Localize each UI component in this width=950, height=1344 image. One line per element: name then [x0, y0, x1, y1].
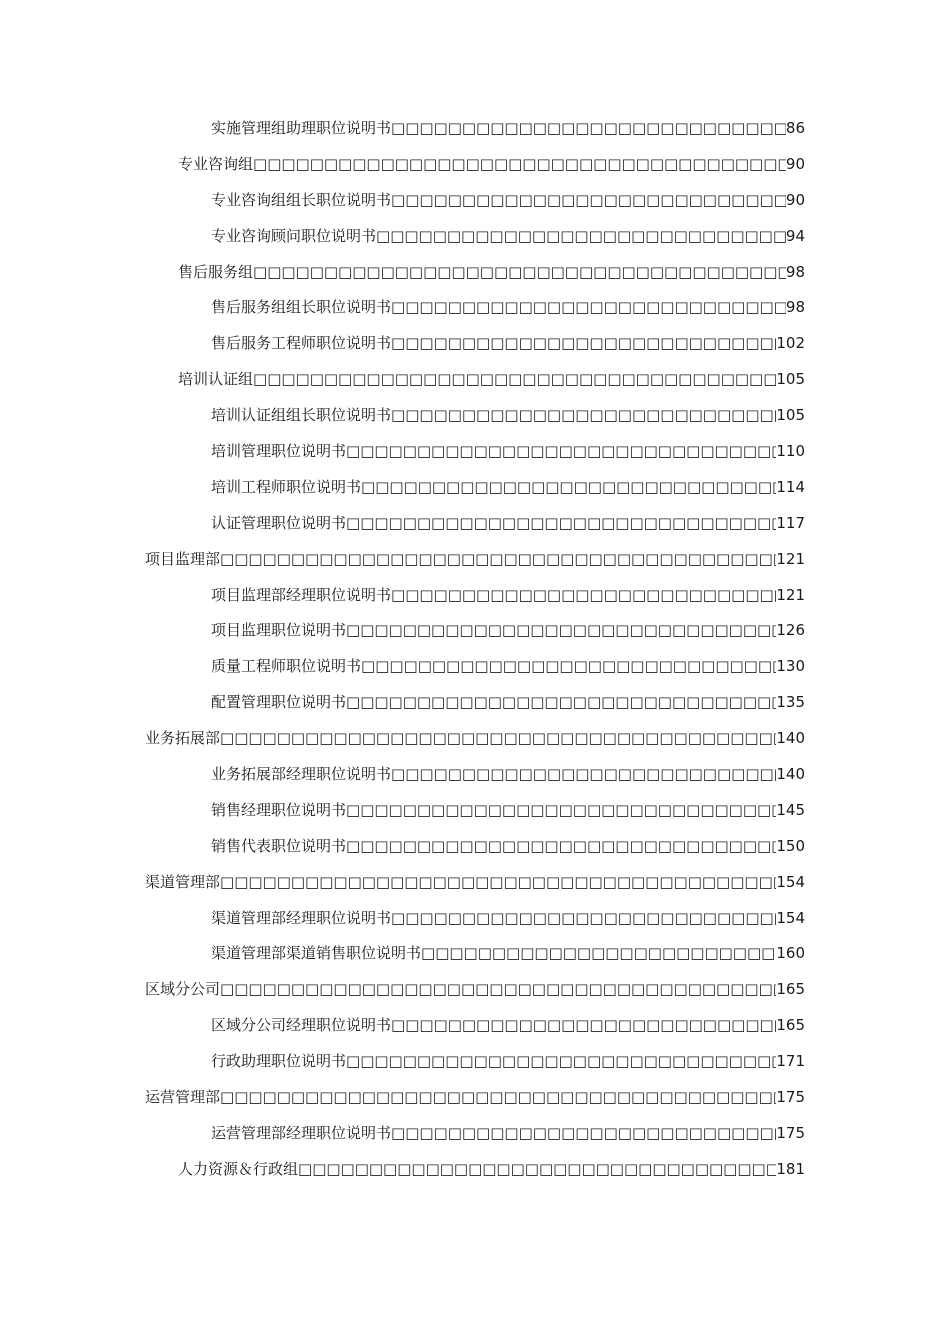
- toc-page-number: 105: [776, 406, 805, 425]
- dot-leader: [391, 188, 786, 212]
- toc-entry-title: 售后服务组: [178, 262, 254, 281]
- toc-page-number: 181: [776, 1159, 805, 1178]
- toc-entry[interactable]: [0, 224, 950, 260]
- toc-page-number: 121: [776, 585, 805, 604]
- toc-entry[interactable]: [0, 654, 950, 690]
- toc-page-number: 140: [776, 765, 805, 784]
- dot-leader: [391, 906, 776, 930]
- toc-entry[interactable]: [0, 618, 950, 654]
- toc-page-number: 154: [776, 908, 805, 927]
- dot-leader: [346, 511, 776, 535]
- dot-leader: [220, 726, 776, 750]
- toc-page-number: 175: [776, 1123, 805, 1142]
- toc-entry-title: 项目监理部: [145, 549, 221, 568]
- toc-entry-title: 项目监理职位说明书: [211, 621, 347, 640]
- toc-page-number: 165: [776, 1016, 805, 1035]
- table-of-contents: [0, 116, 950, 1193]
- dot-leader: [391, 583, 776, 607]
- toc-entry-title: 培训认证组组长职位说明书: [211, 406, 392, 425]
- toc-entry-title: 专业咨询组组长职位说明书: [211, 190, 392, 209]
- toc-entry-title: 行政助理职位说明书: [211, 1052, 347, 1071]
- dot-leader: [391, 116, 786, 140]
- toc-page-number: 86: [785, 119, 805, 137]
- toc-page-number: 110: [776, 442, 805, 461]
- toc-entry-title: 区域分公司经理职位说明书: [211, 1016, 392, 1035]
- toc-page-number: 117: [776, 513, 805, 532]
- toc-page-number: 94: [785, 226, 805, 245]
- toc-page-number: 150: [776, 836, 805, 855]
- toc-entry-title: 售后服务工程师职位说明书: [211, 334, 392, 353]
- toc-entry-title: 运营管理部: [145, 1088, 221, 1107]
- toc-page-number: 126: [776, 621, 805, 640]
- toc-entry-title: 培训管理职位说明书: [211, 442, 347, 461]
- dot-leader: [346, 618, 776, 642]
- dot-leader: [220, 1085, 776, 1109]
- toc-entry[interactable]: [0, 439, 950, 475]
- dot-leader: [346, 834, 776, 858]
- dot-leader: [361, 654, 776, 678]
- toc-page-number: 90: [785, 190, 805, 209]
- toc-entry[interactable]: [0, 475, 950, 511]
- toc-entry[interactable]: [0, 188, 950, 224]
- toc-entry[interactable]: [0, 798, 950, 834]
- dot-leader: [253, 152, 786, 176]
- toc-entry-title: 项目监理部经理职位说明书: [211, 585, 392, 604]
- toc-page-number: 154: [776, 872, 805, 891]
- dot-leader: [253, 367, 776, 391]
- toc-entry[interactable]: [0, 1049, 950, 1085]
- toc-entry[interactable]: [0, 367, 950, 403]
- dot-leader: [421, 941, 776, 965]
- dot-leader: [346, 439, 776, 463]
- dot-leader: [298, 1157, 776, 1181]
- toc-entry-title: 认证管理职位说明书: [211, 513, 347, 532]
- toc-entry[interactable]: [0, 977, 950, 1013]
- toc-entry[interactable]: [0, 1085, 950, 1121]
- toc-entry-title: 业务拓展部经理职位说明书: [211, 765, 392, 784]
- toc-entry-title: 质量工程师职位说明书: [211, 657, 362, 676]
- toc-entry[interactable]: [0, 1013, 950, 1049]
- toc-page-number: 105: [776, 370, 805, 389]
- dot-leader: [220, 977, 776, 1001]
- toc-entry[interactable]: [0, 834, 950, 870]
- toc-entry[interactable]: [0, 906, 950, 942]
- toc-entry[interactable]: [0, 547, 950, 583]
- toc-entry[interactable]: [0, 870, 950, 906]
- toc-entry[interactable]: [0, 1121, 950, 1157]
- dot-leader: [391, 1121, 776, 1145]
- toc-page-number: 90: [785, 154, 805, 173]
- toc-page-number: 130: [776, 657, 805, 676]
- toc-page-number: 140: [776, 729, 805, 748]
- toc-entry-title: 培训认证组: [178, 370, 254, 389]
- toc-entry[interactable]: [0, 583, 950, 619]
- dot-leader: [253, 260, 786, 284]
- toc-entry-title: 售后服务组组长职位说明书: [211, 298, 392, 317]
- toc-entry[interactable]: [0, 295, 950, 331]
- dot-leader: [346, 690, 776, 714]
- toc-page-number: 160: [776, 944, 805, 963]
- toc-entry-title: 实施管理组助理职位说明书: [211, 119, 392, 137]
- dot-leader: [391, 295, 786, 319]
- toc-page-number: 98: [785, 262, 805, 281]
- dot-leader: [346, 798, 776, 822]
- toc-entry[interactable]: [0, 511, 950, 547]
- toc-entry-title: 运营管理部经理职位说明书: [211, 1123, 392, 1142]
- dot-leader: [220, 547, 776, 571]
- toc-entry-title: 配置管理职位说明书: [211, 693, 347, 712]
- toc-page-number: 121: [776, 549, 805, 568]
- toc-entry[interactable]: [0, 403, 950, 439]
- toc-entry-title: 区域分公司: [145, 980, 221, 999]
- toc-page-number: 135: [776, 693, 805, 712]
- toc-entry[interactable]: [0, 260, 950, 296]
- toc-entry[interactable]: [0, 726, 950, 762]
- toc-page-number: 171: [776, 1052, 805, 1071]
- toc-entry-title: 销售代表职位说明书: [211, 836, 347, 855]
- toc-entry-title: 渠道管理部经理职位说明书: [211, 908, 392, 927]
- toc-entry-title: 培训工程师职位说明书: [211, 477, 362, 496]
- toc-page-number: 165: [776, 980, 805, 999]
- dot-leader: [220, 870, 776, 894]
- toc-entry-title: 专业咨询组: [178, 154, 254, 173]
- toc-entry[interactable]: [0, 1157, 950, 1193]
- toc-entry[interactable]: [0, 116, 950, 152]
- toc-entry[interactable]: [0, 941, 950, 977]
- dot-leader: [391, 331, 776, 355]
- toc-entry[interactable]: [0, 690, 950, 726]
- toc-entry-title: 渠道管理部渠道销售职位说明书: [211, 944, 422, 963]
- dot-leader: [346, 1049, 776, 1073]
- dot-leader: [391, 762, 776, 786]
- toc-entry[interactable]: [0, 152, 950, 188]
- toc-entry-title: 业务拓展部: [145, 729, 221, 748]
- dot-leader: [376, 224, 786, 248]
- toc-entry-title: 销售经理职位说明书: [211, 800, 347, 819]
- toc-page-number: 102: [776, 334, 805, 353]
- toc-page-number: 98: [785, 298, 805, 317]
- toc-page-number: 145: [776, 800, 805, 819]
- dot-leader: [391, 1013, 776, 1037]
- toc-entry[interactable]: [0, 762, 950, 798]
- dot-leader: [361, 475, 776, 499]
- toc-entry-title: 专业咨询顾问职位说明书: [211, 226, 377, 245]
- toc-page-number: 175: [776, 1088, 805, 1107]
- toc-page-number: 114: [776, 477, 805, 496]
- toc-entry-title: 人力资源＆行政组: [178, 1159, 299, 1178]
- toc-entry[interactable]: [0, 331, 950, 367]
- toc-entry-title: 渠道管理部: [145, 872, 221, 891]
- dot-leader: [391, 403, 776, 427]
